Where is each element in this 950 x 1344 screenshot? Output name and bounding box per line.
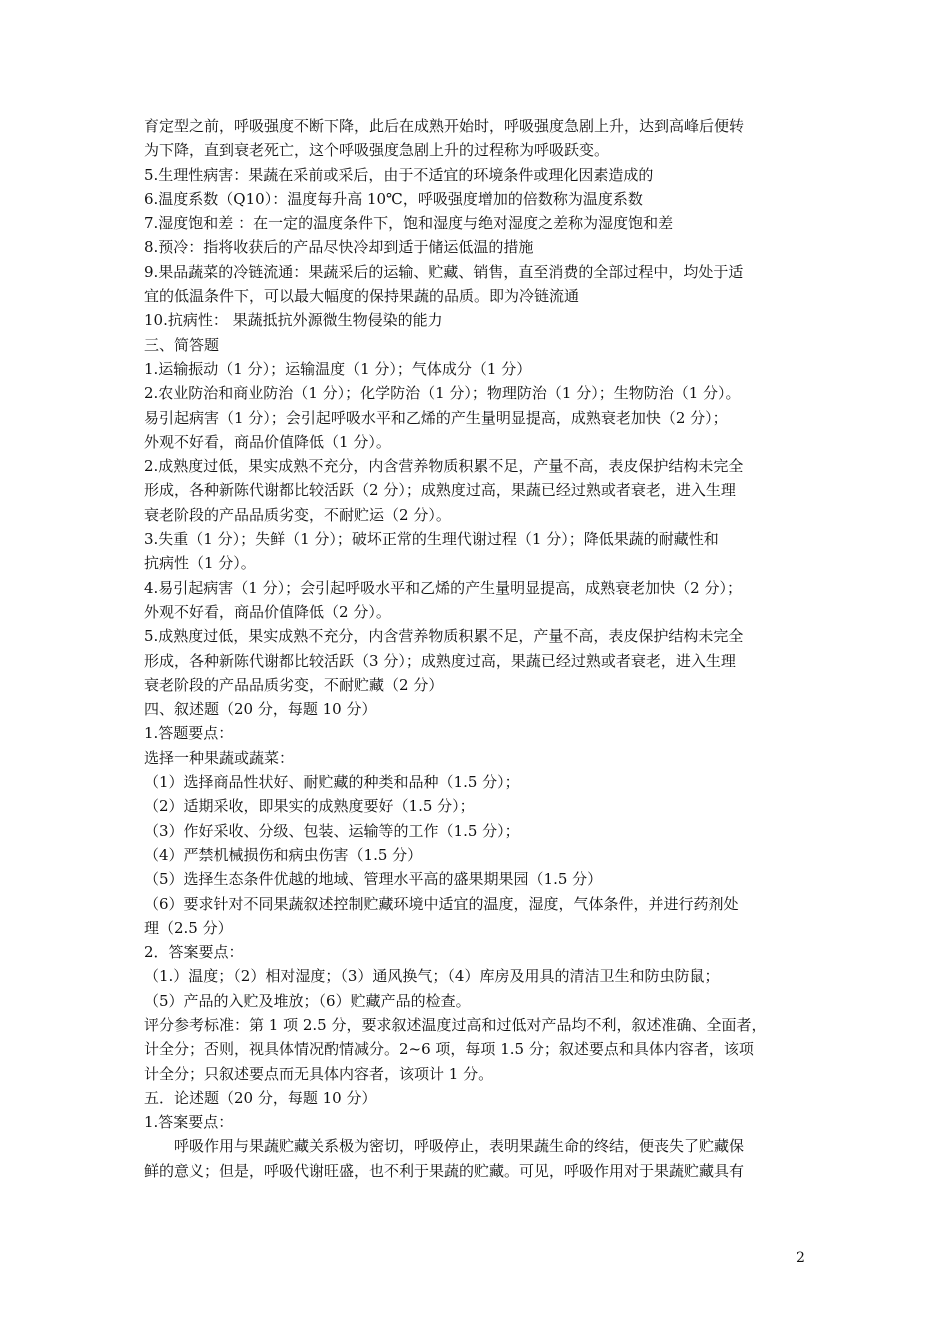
text-line: 2．答案要点： bbox=[144, 943, 244, 962]
list-item: （4）严禁机械损伤和病虫伤害（1.5 分） bbox=[144, 845, 423, 864]
text-line: 评分参考标准：第 1 项 2.5 分，要求叙述温度过高和过低对产品均不利，叙述准确、全面者， bbox=[144, 1015, 767, 1034]
section-heading: 三、简答题 bbox=[144, 335, 220, 354]
list-item: （1）选择商品性状好、耐贮藏的种类和品种（1.5 分）； bbox=[144, 773, 520, 792]
text-line: 5.生理性病害：果蔬在采前或采后，由于不适宜的环境条件或理化因素造成的 bbox=[144, 165, 654, 184]
text-line: 9.果品蔬菜的冷链流通：果蔬采后的运输、贮藏、销售，直至消费的全部过程中，均处于适 bbox=[144, 262, 744, 281]
text-line: 2.成熟度过低，果实成熟不充分，内含营养物质积累不足，产量不高，表皮保护结构未完全 bbox=[144, 457, 744, 476]
text-line: 6.温度系数（Q10）：温度每升高 10℃，呼吸强度增加的倍数称为温度系数 bbox=[144, 189, 643, 208]
text-line: 呼吸作用与果蔬贮藏关系极为密切，呼吸停止，表明果蔬生命的终结，便丧失了贮藏保 bbox=[174, 1137, 745, 1156]
text-line: 选择一种果蔬或蔬菜： bbox=[144, 748, 295, 767]
list-item: （1.）温度；（2）相对湿度；（3）通风换气；（4）库房及用具的清洁卫生和防虫防鼠； bbox=[144, 967, 720, 986]
text-line: 5.成熟度过低，果实成熟不充分，内含营养物质积累不足，产量不高，表皮保护结构未完全 bbox=[144, 627, 744, 646]
page-number: 2 bbox=[796, 1250, 805, 1266]
text-line: 外观不好看，商品价值降低（2 分）。 bbox=[144, 602, 391, 621]
text-line: 计全分；只叙述要点而无具体内容者，该项计 1 分。 bbox=[144, 1064, 494, 1083]
text-line: 鲜的意义；但是，呼吸代谢旺盛，也不利于果蔬的贮藏。可见，呼吸作用对于果蔬贮藏具有 bbox=[144, 1161, 745, 1180]
text-line: 外观不好看，商品价值降低（1 分）。 bbox=[144, 432, 391, 451]
text-line: 形成，各种新陈代谢都比较活跃（2 分）；成熟度过高，果蔬已经过熟或者衰老，进入生理 bbox=[144, 481, 736, 500]
text-line: 1.答题要点： bbox=[144, 724, 234, 743]
list-item: （5）选择生态条件优越的地域、管理水平高的盛果期果园（1.5 分） bbox=[144, 870, 603, 889]
text-line: 宜的低温条件下，可以最大幅度的保持果蔬的品质。即为冷链流通 bbox=[144, 287, 580, 306]
text-line: 衰老阶段的产品品质劣变，不耐贮运（2 分）。 bbox=[144, 505, 451, 524]
text-line: 理（2.5 分） bbox=[144, 918, 233, 937]
list-item: （2）适期采收，即果实的成熟度要好（1.5 分）； bbox=[144, 797, 475, 816]
text-line: 2.农业防治和商业防治（1 分）；化学防治（1 分）；物理防治（1 分）；生物防治（1 分）。 bbox=[144, 384, 741, 403]
text-line: 育定型之前，呼吸强度不断下降，此后在成熟开始时，呼吸强度急剧上升，达到高峰后便转 bbox=[144, 117, 745, 135]
list-item: （6）要求针对不同果蔬叙述控制贮藏环境中适宜的温度，湿度，气体条件，并进行药剂处 bbox=[144, 894, 739, 913]
section-heading: 五．论述题（20 分，每题 10 分） bbox=[144, 1088, 377, 1107]
list-item: （5）产品的入贮及堆放；（6）贮藏产品的检查。 bbox=[144, 991, 471, 1010]
text-line: 1.答案要点： bbox=[144, 1113, 234, 1132]
text-line: 4.易引起病害（1 分）；会引起呼吸水平和乙烯的产生量明显提高，成熟衰老加快（2 分）； bbox=[144, 578, 742, 597]
document-body bbox=[144, 114, 812, 1183]
text-line: 3.失重（1 分）；失鲜（1 分）；破坏正常的生理代谢过程（1 分）；降低果蔬的耐藏性和 bbox=[144, 530, 719, 549]
text-line: 衰老阶段的产品品质劣变，不耐贮藏（2 分） bbox=[144, 675, 444, 694]
text-line: 1.运输振动（1 分）；运输温度（1 分）；气体成分（1 分） bbox=[144, 359, 532, 378]
list-item: （3）作好采收、分级、包装、运输等的工作（1.5 分）； bbox=[144, 821, 520, 840]
text-line: 抗病性（1 分）。 bbox=[144, 554, 256, 573]
text-line: 计全分；否则，视具体情况酌情减分。2~6 项，每项 1.5 分；叙述要点和具体内容者，该项 bbox=[144, 1040, 754, 1059]
text-line: 为下降，直到衰老死亡，这个呼吸强度急剧上升的过程称为呼吸跃变。 bbox=[144, 141, 610, 160]
text-line: 10.抗病性： 果蔬抵抗外源微生物侵染的能力 bbox=[144, 311, 443, 330]
text-line: 7.湿度饱和差 ：在一定的温度条件下，饱和湿度与绝对湿度之差称为湿度饱和差 bbox=[144, 214, 674, 233]
text-line: 8.预冷：指将收获后的产品尽快冷却到适于储运低温的措施 bbox=[144, 238, 534, 257]
section-heading: 四、叙述题（20 分，每题 10 分） bbox=[144, 700, 377, 719]
text-line: 形成，各种新陈代谢都比较活跃（3 分）；成熟度过高，果蔬已经过熟或者衰老，进入生理 bbox=[144, 651, 736, 670]
text-line: 易引起病害（1 分）；会引起呼吸水平和乙烯的产生量明显提高，成熟衰老加快（2 分）； bbox=[144, 408, 728, 427]
